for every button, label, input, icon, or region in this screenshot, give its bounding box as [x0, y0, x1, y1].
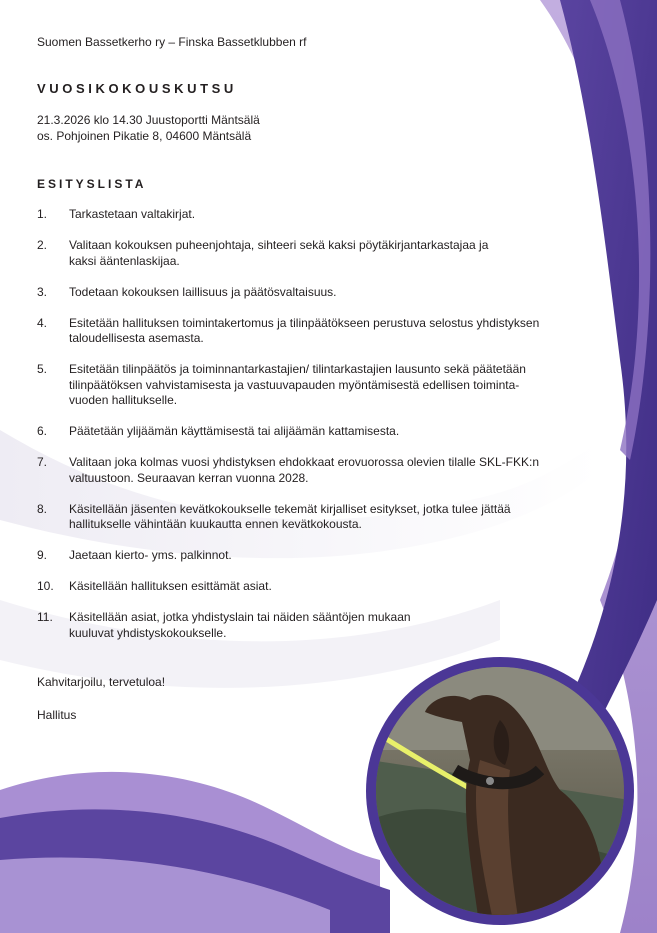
agenda-item-number: 1.	[37, 207, 48, 221]
agenda-item	[37, 502, 577, 533]
agenda-item-number: 4.	[37, 315, 48, 330]
agenda-item-text: Esitetään tilinpäätös ja toiminnantarkastajien/ tilintarkastajien lausunto sekä päätetään tilinpäätöksen vahvistamisesta ja vastuuvapauden myöntämisestä edellisen toiminta- vuoden hallitukselle.	[69, 362, 526, 407]
agenda-item-text: Päätetään ylijäämän käyttämisestä tai alijäämän kattamisesta.	[69, 424, 400, 438]
agenda-item	[37, 579, 577, 595]
agenda-item-text: Tarkastetaan valtakirjat.	[69, 207, 196, 221]
agenda-item-text: Käsitellään jäsenten kevätkokoukselle tekemät kirjalliset esitykset, jotka tulee jättää hallitukselle vähintään kuukautta ennen kevätkokousta.	[69, 501, 511, 531]
agenda-item	[37, 238, 577, 269]
agenda-item-number: 11.	[37, 610, 53, 624]
agenda-item-number: 10.	[37, 579, 54, 593]
agenda-item	[37, 424, 577, 440]
agenda-item-text: Valitaan joka kolmas vuosi yhdistyksen ehdokkaat erovuorossa olevien tilalle SKL-FKK:n valtuustoon. Seuraavan kerran vuonna 2028.	[69, 455, 540, 485]
meeting-address: os. Pohjoinen Pikatie 8, 04600 Mäntsälä	[37, 129, 252, 143]
agenda-item	[37, 610, 577, 641]
agenda-item	[37, 362, 577, 409]
agenda-item-text: Todetaan kokouksen laillisuus ja päätösvaltaisuus.	[69, 284, 337, 299]
agenda-item	[37, 285, 577, 301]
agenda-item-text: Käsitellään hallituksen esittämät asiat.	[69, 579, 272, 593]
agenda-item-number: 6.	[37, 424, 48, 438]
agenda-item-text: Valitaan kokouksen puheenjohtaja, sihteeri sekä kaksi pöytäkirjantarkastajaa ja kaksi ääntenlaskijaa.	[69, 238, 489, 268]
agenda-item	[37, 316, 577, 347]
agenda-item-number: 9.	[37, 548, 48, 562]
agenda-item-number: 5.	[37, 362, 48, 376]
agenda-item	[37, 455, 577, 486]
agenda-item-text: Käsitellään asiat, jotka yhdistyslain tai näiden sääntöjen mukaan kuuluvat yhdistyskokoukselle.	[69, 610, 411, 640]
signature: Hallitus	[37, 708, 77, 722]
closing-text: Kahvitarjoilu, tervetuloa!	[37, 675, 166, 689]
meeting-date-place: 21.3.2026 klo 14.30 Juustoportti Mäntsälä	[37, 113, 260, 127]
agenda-item-number: 2.	[37, 238, 48, 252]
meeting-details	[37, 112, 260, 144]
agenda-item-text: Jaetaan kierto- yms. palkinnot.	[69, 548, 232, 562]
agenda-heading: ESITYSLISTA	[37, 177, 147, 191]
agenda-item-number: 7.	[37, 455, 48, 469]
page-title: VUOSIKOKOUSKUTSU	[37, 81, 237, 96]
agenda-item-number: 3.	[37, 284, 48, 299]
agenda-item	[37, 207, 577, 223]
agenda-item-number: 8.	[37, 501, 48, 516]
agenda-item	[37, 548, 577, 564]
agenda-list	[37, 207, 577, 657]
agenda-item-text: Esitetään hallituksen toimintakertomus ja tilinpäätökseen perustuva selostus yhdistyksen taloudellisesta asemasta.	[69, 315, 540, 345]
organization-name: Suomen Bassetkerho ry – Finska Bassetklubben rf	[37, 35, 307, 49]
